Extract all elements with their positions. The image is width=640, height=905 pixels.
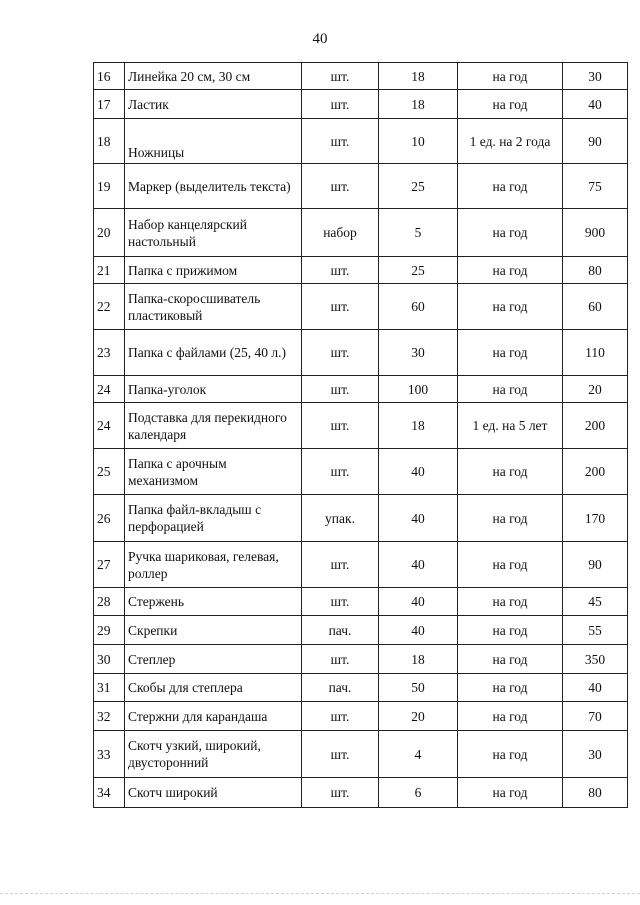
- item-period: на год: [458, 164, 563, 209]
- row-number: 20: [94, 209, 125, 257]
- row-number: 25: [94, 449, 125, 495]
- item-name: Ластик: [125, 90, 302, 119]
- item-name: Папка с файлами (25, 40 л.): [125, 330, 302, 376]
- item-name: Стержни для карандаша: [125, 702, 302, 731]
- table-row: [94, 376, 628, 403]
- item-quantity: 40: [379, 542, 458, 588]
- item-name: Набор канцелярский настольный: [125, 209, 302, 257]
- table-row: [94, 119, 628, 164]
- row-number: 33: [94, 731, 125, 778]
- item-price: 30: [563, 63, 628, 90]
- item-period: на год: [458, 495, 563, 542]
- item-name: Стержень: [125, 588, 302, 616]
- row-number: 24: [94, 403, 125, 449]
- item-name: Степлер: [125, 645, 302, 674]
- item-price: 30: [563, 731, 628, 778]
- item-period: на год: [458, 63, 563, 90]
- item-quantity: 40: [379, 495, 458, 542]
- item-period: на год: [458, 588, 563, 616]
- item-unit: шт.: [302, 119, 379, 164]
- item-price: 75: [563, 164, 628, 209]
- item-name: Скотч широкий: [125, 778, 302, 808]
- item-period: на год: [458, 778, 563, 808]
- item-name: Папка с прижимом: [125, 257, 302, 284]
- table-row: [94, 731, 628, 778]
- table-row: [94, 616, 628, 645]
- row-number: 34: [94, 778, 125, 808]
- item-quantity: 10: [379, 119, 458, 164]
- table-row: [94, 645, 628, 674]
- table-row: [94, 449, 628, 495]
- item-name: Скрепки: [125, 616, 302, 645]
- item-period: 1 ед. на 5 лет: [458, 403, 563, 449]
- supplies-table: [93, 62, 628, 808]
- table-row: [94, 90, 628, 119]
- item-period: на год: [458, 449, 563, 495]
- item-period: на год: [458, 731, 563, 778]
- item-period: на год: [458, 616, 563, 645]
- item-name: Скотч узкий, широкий, двусторонний: [125, 731, 302, 778]
- item-quantity: 50: [379, 674, 458, 702]
- item-period: на год: [458, 90, 563, 119]
- item-price: 170: [563, 495, 628, 542]
- table-row: [94, 330, 628, 376]
- item-period: на год: [458, 257, 563, 284]
- item-period: на год: [458, 330, 563, 376]
- table-row: [94, 403, 628, 449]
- item-period: на год: [458, 674, 563, 702]
- row-number: 19: [94, 164, 125, 209]
- item-unit: шт.: [302, 449, 379, 495]
- item-name: Скобы для степлера: [125, 674, 302, 702]
- page-bottom-rule: [0, 893, 640, 894]
- row-number: 28: [94, 588, 125, 616]
- item-price: 90: [563, 542, 628, 588]
- item-unit: шт.: [302, 164, 379, 209]
- item-unit: шт.: [302, 257, 379, 284]
- table-row: [94, 542, 628, 588]
- item-price: 40: [563, 90, 628, 119]
- supplies-table-body: [94, 63, 628, 808]
- item-quantity: 25: [379, 257, 458, 284]
- item-price: 20: [563, 376, 628, 403]
- item-unit: шт.: [302, 645, 379, 674]
- item-quantity: 40: [379, 588, 458, 616]
- item-period: на год: [458, 645, 563, 674]
- row-number: 31: [94, 674, 125, 702]
- row-number: 32: [94, 702, 125, 731]
- item-price: 110: [563, 330, 628, 376]
- item-name: Папка-уголок: [125, 376, 302, 403]
- item-period: на год: [458, 702, 563, 731]
- item-name: Ручка шариковая, гелевая, роллер: [125, 542, 302, 588]
- item-quantity: 60: [379, 284, 458, 330]
- item-price: 70: [563, 702, 628, 731]
- item-price: 55: [563, 616, 628, 645]
- row-number: 26: [94, 495, 125, 542]
- item-quantity: 20: [379, 702, 458, 731]
- item-price: 900: [563, 209, 628, 257]
- row-number: 16: [94, 63, 125, 90]
- item-unit: шт.: [302, 731, 379, 778]
- item-unit: шт.: [302, 284, 379, 330]
- item-quantity: 18: [379, 90, 458, 119]
- item-name: Подставка для перекидного календаря: [125, 403, 302, 449]
- item-quantity: 5: [379, 209, 458, 257]
- row-number: 21: [94, 257, 125, 284]
- item-quantity: 18: [379, 645, 458, 674]
- row-number: 30: [94, 645, 125, 674]
- row-number: 22: [94, 284, 125, 330]
- item-name: Маркер (выделитель текста): [125, 164, 302, 209]
- item-quantity: 40: [379, 449, 458, 495]
- item-name: Ножницы: [125, 119, 302, 164]
- item-price: 40: [563, 674, 628, 702]
- row-number: 18: [94, 119, 125, 164]
- item-price: 200: [563, 403, 628, 449]
- item-price: 80: [563, 257, 628, 284]
- item-price: 350: [563, 645, 628, 674]
- item-unit: шт.: [302, 542, 379, 588]
- table-row: [94, 284, 628, 330]
- item-unit: пач.: [302, 616, 379, 645]
- item-period: 1 ед. на 2 года: [458, 119, 563, 164]
- table-row: [94, 495, 628, 542]
- table-row: [94, 702, 628, 731]
- item-price: 80: [563, 778, 628, 808]
- item-quantity: 25: [379, 164, 458, 209]
- item-unit: шт.: [302, 63, 379, 90]
- item-unit: шт.: [302, 376, 379, 403]
- table-row: [94, 63, 628, 90]
- item-name: Папка с арочным механизмом: [125, 449, 302, 495]
- row-number: 24: [94, 376, 125, 403]
- item-quantity: 30: [379, 330, 458, 376]
- item-unit: шт.: [302, 403, 379, 449]
- item-name: Папка файл-вкладыш с перфорацией: [125, 495, 302, 542]
- item-period: на год: [458, 376, 563, 403]
- item-name: Папка-скоросшиватель пластиковый: [125, 284, 302, 330]
- table-row: [94, 209, 628, 257]
- row-number: 17: [94, 90, 125, 119]
- item-unit: шт.: [302, 588, 379, 616]
- item-quantity: 6: [379, 778, 458, 808]
- item-unit: шт.: [302, 778, 379, 808]
- row-number: 23: [94, 330, 125, 376]
- item-unit: набор: [302, 209, 379, 257]
- item-unit: шт.: [302, 330, 379, 376]
- item-quantity: 18: [379, 403, 458, 449]
- item-period: на год: [458, 284, 563, 330]
- item-unit: упак.: [302, 495, 379, 542]
- table-row: [94, 778, 628, 808]
- item-quantity: 40: [379, 616, 458, 645]
- page-number: 40: [312, 31, 328, 47]
- item-price: 200: [563, 449, 628, 495]
- row-number: 27: [94, 542, 125, 588]
- item-period: на год: [458, 209, 563, 257]
- item-price: 90: [563, 119, 628, 164]
- row-number: 29: [94, 616, 125, 645]
- item-price: 45: [563, 588, 628, 616]
- item-price: 60: [563, 284, 628, 330]
- table-row: [94, 588, 628, 616]
- item-quantity: 4: [379, 731, 458, 778]
- table-row: [94, 164, 628, 209]
- item-quantity: 100: [379, 376, 458, 403]
- item-unit: шт.: [302, 702, 379, 731]
- table-row: [94, 257, 628, 284]
- table-row: [94, 674, 628, 702]
- item-name: Линейка 20 см, 30 см: [125, 63, 302, 90]
- item-unit: шт.: [302, 90, 379, 119]
- item-quantity: 18: [379, 63, 458, 90]
- item-unit: пач.: [302, 674, 379, 702]
- item-period: на год: [458, 542, 563, 588]
